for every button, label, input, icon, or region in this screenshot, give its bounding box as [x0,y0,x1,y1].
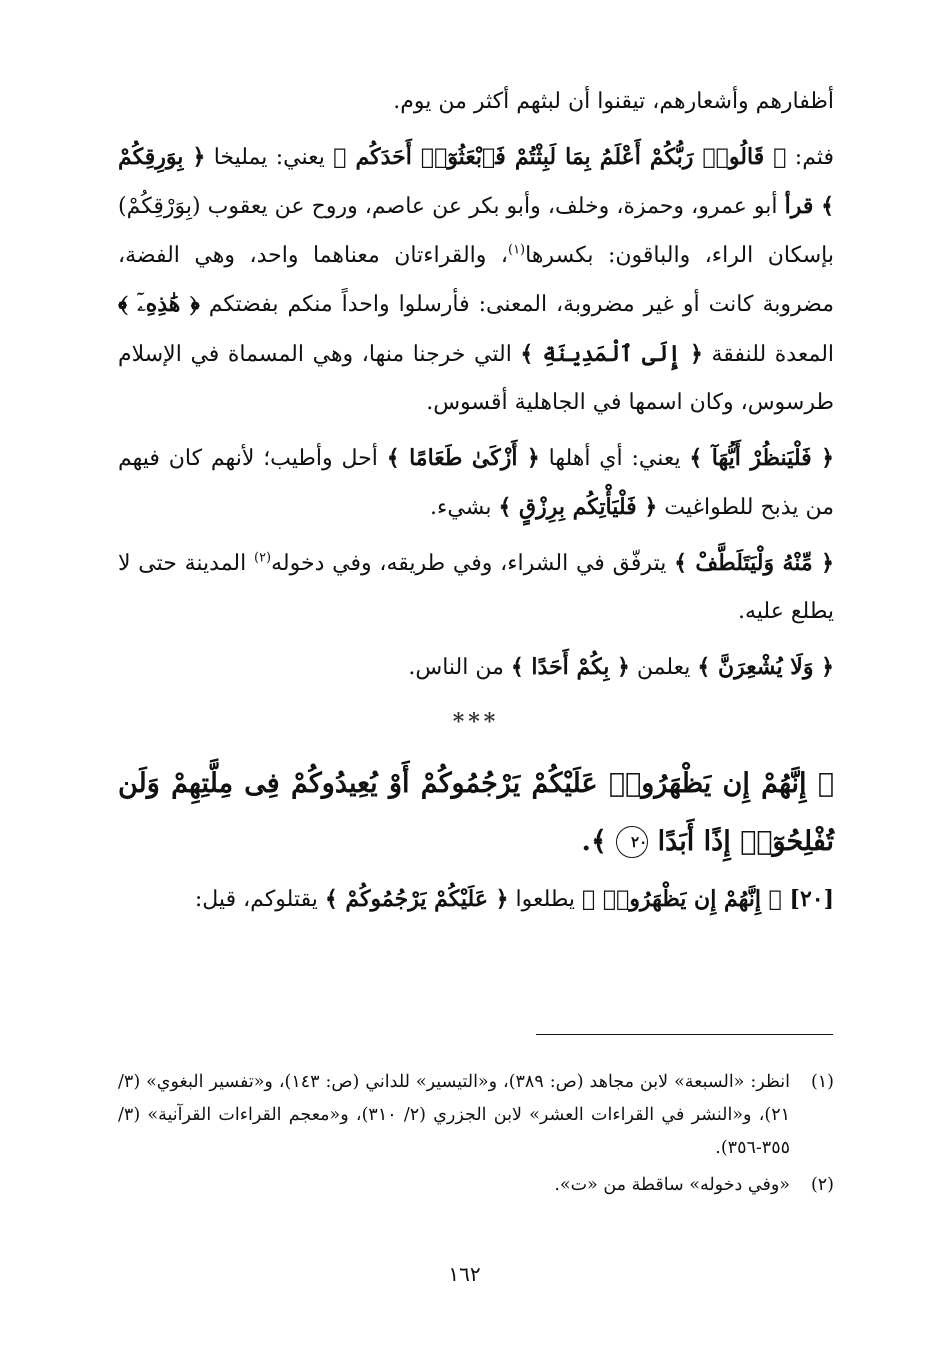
text-run: التي خرجنا منها، وهي المسماة في الإسلام طرسوس، وكان اسمها في الجاهلية أقسوس. [118,341,834,415]
ayah-number-marker: ٢٠ [616,826,648,858]
footnote-number: (٢) [810,1175,834,1195]
text-run: أحل وأطيب؛ لأنهم كان فيهم من يذبح للطواغيت [118,445,834,520]
footnote-text: انظر: «السبعة» لابن مجاهد (ص: ٣٨٩)، و«التيسير» للداني (ص: ١٤٣)، و«تفسير البغوي» (٣/ ٢١)، و«النشر في القراءات العشر» لابن الجزري (٢/ ٣١٠)، و«معجم القراءات القرآنية» (٣/ ٣٥٥-٣٥٦). [118,1072,790,1158]
verse-block [118,755,834,871]
text-run: ، والقراءتان معناهما واحد، وهي الفضة، مضروبة كانت أو غير مضروبة، المعنى: فأرسلوا واحداً منكم بفضتكم [118,242,834,317]
quran-quote: ﴿ أَزْكَىٰ طَعَامًا ﴾ [386,444,540,471]
paragraph-3 [118,434,834,533]
quran-quote: ﴿ بِوَرِقِكُمْ ﴾ [118,143,834,219]
quran-quote: ﴿ إِلَى ٱلْمَدِينَةِ ﴾ [520,340,703,367]
verse-end: ﴾. [581,825,617,857]
text-run: يعني: أي أهلها [539,445,690,471]
footnote-text: «وفي دخوله» ساقطة من «ت». [554,1175,790,1195]
quran-quote: ﴿ وَلَا يُشْعِرَنَّ ﴾ [697,653,834,680]
footnote-2 [118,1169,834,1202]
paragraph-1-text: أظفارهم وأشعارهم، تيقنوا أن لبثهم أكثر من يوم. [393,89,834,114]
section-separator: *** [452,709,500,735]
text-run: أبو عمرو، وحمزة، وخلف، وأبو بكر عن عاصم، وروح عن يعقوب (بِوَرْقِكُمْ) بإسكان الراء، والباقون: بكسرها [118,194,834,268]
paragraph-1 [118,78,834,127]
quran-quote: ﴿ مِّنْهُ وَلْيَتَلَطَّفْ ﴾ [674,549,835,576]
quran-quote: ﴿ فَلْيَأْتِكُم بِرِزْقٍ ﴾ [498,494,658,520]
verse-number-label: [٢٠] [789,885,834,912]
text-run: يعلمن [629,654,698,680]
main-text [118,78,834,930]
bold-term: قرأ [784,193,822,219]
paragraph-5 [118,643,834,693]
text-run: يقتلوكم، قيل: [194,886,325,912]
footnotes [118,1066,834,1206]
quran-quote: ﴿ هَٰذِهِۦٓ ﴾ [118,291,200,317]
footnote-ref-1[interactable]: (١) [507,242,526,258]
paragraph-6 [118,875,834,925]
text-run: فثم: [786,144,834,170]
text-run: يعني: يمليخا [205,144,334,170]
text-run: بشيء. [430,495,499,520]
paragraph-2 [118,133,834,428]
quran-quote: ﴿ بِكُمْ أَحَدًا ﴾ [510,653,630,680]
text-run: المدينة حتى لا يطلع عليه. [118,550,834,624]
footnote-number: (١) [810,1072,834,1092]
verse-text: ﴿ إِنَّهُمْ إِن يَظْهَرُوا۟ عَلَيْكُمْ يَرْجُمُوكُمْ أَوْ يُعِيدُوكُمْ فِى مِلَّتِهِمْ وَلَن تُفْلِحُوٓا۟ إِذًا أَبَدًا [118,767,834,857]
page-number: ١٦٢ [448,1262,481,1286]
text-run: يترفّق في الشراء، وفي طريقه، وفي دخوله [271,550,675,576]
text-run: من الناس. [408,654,511,680]
quran-quote: ﴿ فَلْيَنظُرْ أَيُّهَآ ﴾ [689,444,834,471]
quran-quote: ﴿ قَالُوا۟ رَبُّكُمْ أَعْلَمُ بِمَا لَبِثْتُمْ فَٱبْعَثُوٓا۟ أَحَدَكُم ﴾ [333,143,787,170]
footnote-divider [536,1034,833,1035]
footnote-1 [118,1066,834,1165]
paragraph-4 [118,539,834,637]
text-run: يطلعوا [508,886,583,912]
quran-quote: ﴿ عَلَيْكُمْ يَرْجُمُوكُمْ ﴾ [324,885,509,912]
footnote-ref-2[interactable]: (٢) [253,550,272,566]
quran-quote: ﴿ إِنَّهُمْ إِن يَظْهَرُوا۟ ﴾ [582,885,790,912]
text-run: المعدة للنفقة [702,341,835,367]
